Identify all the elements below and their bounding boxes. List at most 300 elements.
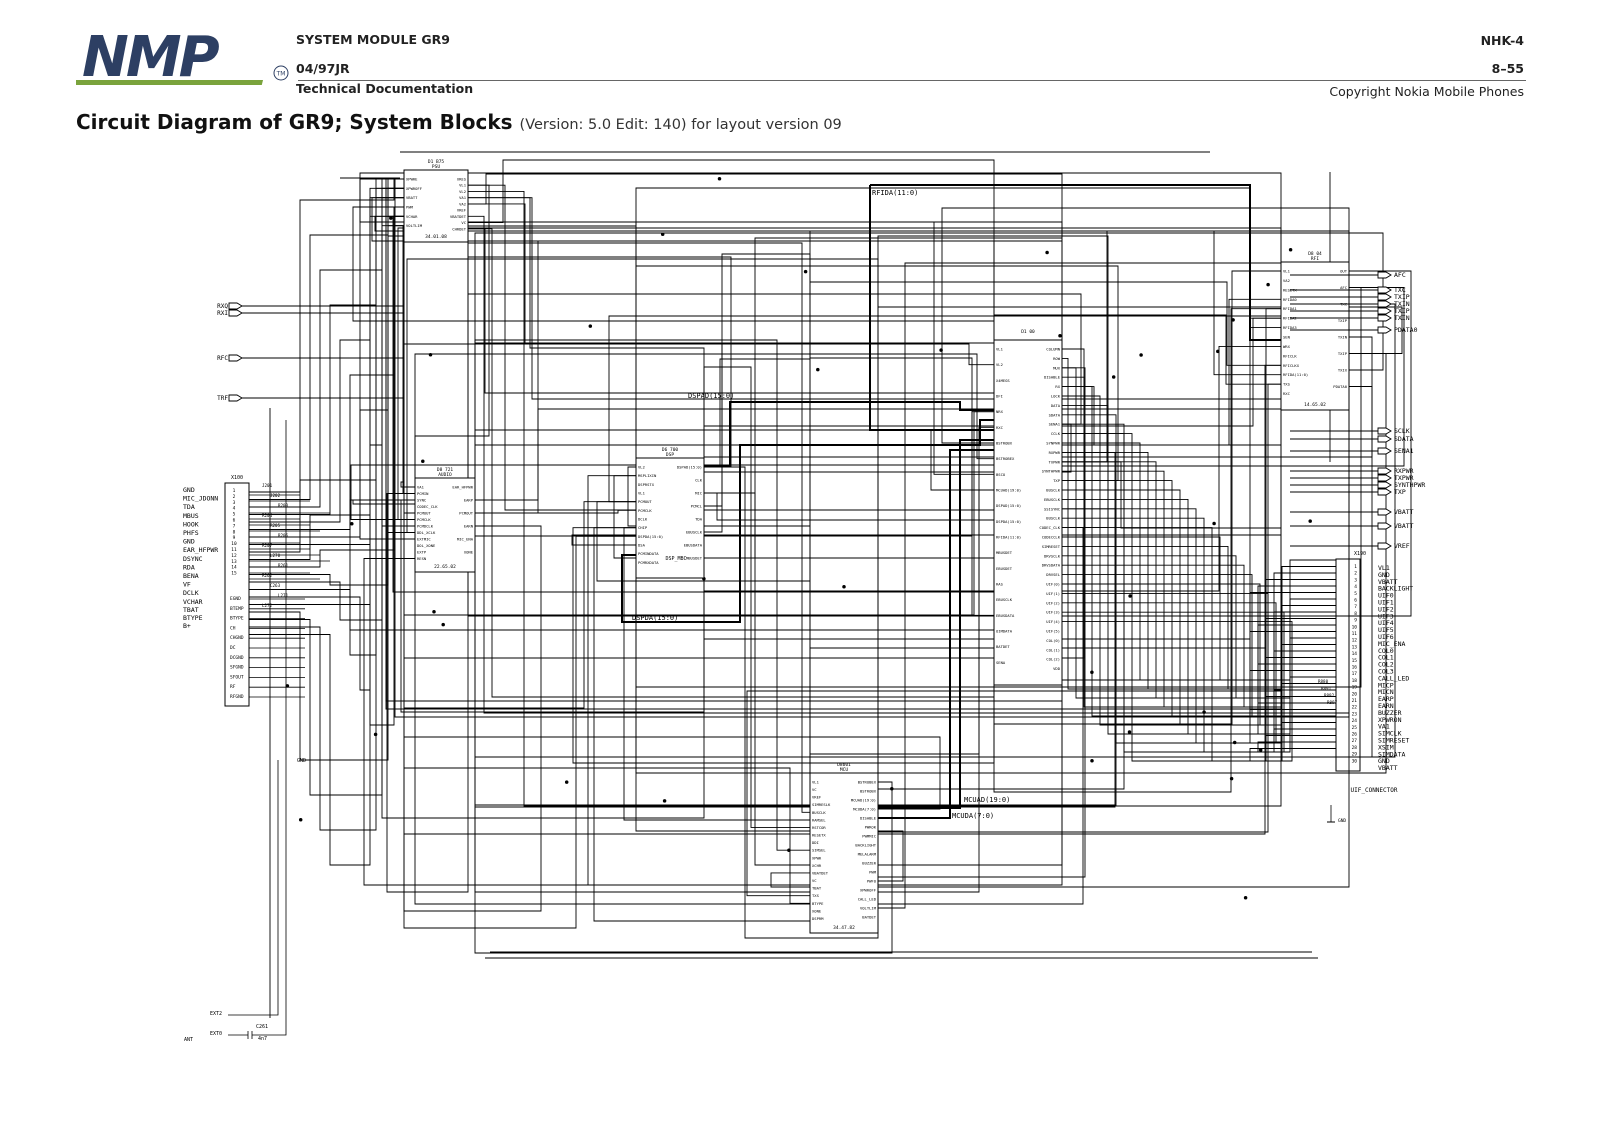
pin-label: CODEC_CLK [1039, 525, 1060, 531]
junction-dot [1309, 520, 1312, 523]
pin-label: TXPWR [1048, 459, 1060, 465]
pin-label: TBAT [812, 885, 822, 891]
junction-dot [1244, 897, 1247, 900]
pin-label: EBUSDET [996, 565, 1013, 571]
block-ref: D1 00 [1021, 330, 1035, 335]
port-label: PDATA0 [1394, 326, 1418, 334]
pin-label: SIMSEL [812, 847, 826, 853]
pin-label: X4MEGS [996, 377, 1010, 383]
connector-signal-label: TBAT [183, 606, 199, 614]
pin-label: PCMDCLK [417, 523, 434, 529]
connector-component-label: J202 [270, 493, 281, 498]
pin-label: CHRDET [452, 226, 466, 232]
pin-label: PWM [406, 204, 413, 210]
gnd-label: GND [1338, 819, 1347, 824]
pin-label: BUZZER [862, 860, 876, 866]
port-label: RXI [217, 310, 228, 317]
junction-dot [661, 233, 664, 236]
pin-label: VA2 [1283, 277, 1290, 283]
pin-label: UIF(2) [1046, 600, 1060, 606]
pin-label: DDI [812, 840, 819, 846]
pin-label: VL1 [459, 182, 466, 188]
port-label: TXPWR [1394, 474, 1414, 482]
junction-dot [1232, 319, 1235, 322]
connector-signal-label: HOOK [183, 520, 199, 529]
junction-dot [565, 781, 568, 784]
port-label: TXIN [1394, 300, 1410, 308]
pin-label: VC [812, 878, 817, 884]
pin-label: BTYPE [812, 900, 824, 906]
pin-label: EAR_HFPWR [452, 484, 473, 490]
pin-label: SYNTHPWR [1041, 468, 1060, 474]
connector-signal-label: DCLK [183, 589, 199, 598]
pin-label: PCMOUT [459, 510, 473, 516]
misc-label: GND [297, 758, 307, 764]
connector-pin-number: 6 [232, 518, 236, 524]
pin-label: RFIDA3 [1283, 325, 1297, 331]
block-name: PSU [431, 165, 441, 170]
junction-dot [1267, 283, 1270, 286]
connector-signal-label: GND [1378, 570, 1390, 579]
pin-label: CCLK [1050, 431, 1060, 437]
port-label: TXIP [1394, 293, 1410, 301]
connector-signal-label: MIC_JDONN [183, 494, 219, 503]
connector-pin-number: 30 [1351, 759, 1357, 765]
port-label: SCLK [1394, 427, 1410, 435]
pin-label: BUSCLK [1046, 487, 1060, 493]
document-type: Technical Documentation [296, 81, 474, 96]
pin-label: VBATDET [449, 213, 466, 219]
pin-label: VL1 [812, 779, 819, 785]
port-vref [1290, 542, 1410, 550]
pin-label: EBUSCLK [1043, 496, 1060, 502]
junction-dot [1217, 350, 1220, 353]
pin-label: PCMOUT [638, 499, 652, 505]
junction-dot [589, 325, 592, 328]
pin-label: CODECCLK [1041, 534, 1060, 540]
pin-label: RESETX [812, 832, 826, 838]
pin-label: BSTROBEX [857, 779, 876, 785]
connector-pin-number: 3 [232, 500, 236, 506]
block-sysasic [994, 329, 1062, 685]
pin-label: DSA [638, 542, 645, 548]
junction-dot [390, 217, 393, 220]
connector-signal-label: CALL_LED [1378, 674, 1410, 683]
pin-label: DSPRM [812, 915, 824, 921]
connector-signal-label: SIMDATA [1378, 750, 1406, 759]
junction-dot [891, 787, 894, 790]
pin-label: MUX [1053, 365, 1060, 371]
misc-label: EXT0 [210, 1031, 223, 1037]
pin-label: MIC [695, 490, 702, 496]
connector-pin-number: 21 [1351, 699, 1357, 704]
connector-pin-number: 18 [1351, 678, 1357, 684]
port-sdata [1290, 435, 1414, 443]
connector-signal-label: EARP [1378, 695, 1394, 704]
connector-component-label: R205 [270, 523, 281, 528]
junction-dot [843, 586, 846, 589]
pin-label: PCMCLK [638, 507, 652, 513]
block-ref: D8 721 [436, 468, 454, 473]
copyright-notice: Copyright Nokia Mobile Phones [1329, 84, 1524, 99]
pin-label: RFIDA(11:0) [1283, 372, 1309, 378]
pin-label: TXS [812, 893, 819, 899]
pin-label: MCUDA(7:0) [853, 806, 876, 812]
connector-pin-number: 15 [231, 571, 237, 577]
junction-dot [1091, 671, 1094, 674]
connector-component-label: J201 [262, 483, 273, 488]
pin-label: PCMINDATA [638, 551, 659, 557]
connector-body [225, 483, 249, 706]
junction-dot [1091, 760, 1094, 763]
pin-label: LOCK [1050, 393, 1060, 399]
junction-dot [374, 733, 377, 736]
junction-dot [433, 611, 436, 614]
connector-pin-number: 11 [1351, 632, 1357, 637]
connector-pin-number: 9 [232, 536, 236, 542]
connector-pin-number: 7 [232, 524, 236, 530]
port-vbatt [1290, 522, 1414, 530]
connector-pad-label: CHGND [230, 636, 244, 642]
connector-signal-label: VL1 [1378, 564, 1390, 572]
pin-label: OUT [1340, 268, 1347, 274]
pin-label: RXC [996, 424, 1003, 430]
connector-signal-label: BENA [183, 572, 199, 580]
connector-component-label: R206 [278, 533, 289, 538]
pin-label: MIC_ENA [456, 536, 473, 542]
pin-label: SENA1 [1048, 421, 1060, 427]
connector-pin-number: 9 [1354, 618, 1357, 624]
bus-label: DSPDA(15:0) [632, 614, 679, 622]
connector-pin-number: 6 [1354, 598, 1357, 604]
pin-label: DSPDA(15:0) [996, 518, 1022, 524]
port-label: TXIN [1394, 314, 1410, 322]
pin-label: BATDET [996, 644, 1010, 650]
connector-signal-label: B+ [183, 622, 191, 630]
junction-dot [442, 623, 445, 626]
pin-label: TXP [1053, 478, 1060, 484]
pin-label: DRVSDATA [1041, 562, 1060, 568]
misc-label: C261 [256, 1024, 269, 1030]
pin-label: DDL_XCLK [417, 530, 436, 535]
pin-label: XCHR [812, 862, 822, 868]
pin-label: DSPRSTX [638, 481, 655, 487]
connector-pin-number: 14 [1351, 652, 1357, 658]
misc-label: 4n7 [258, 1036, 268, 1042]
pin-label: SEN [1283, 334, 1290, 340]
connector-signal-label: PHFS [183, 529, 199, 537]
connector-pin-number: 7 [1354, 605, 1357, 611]
pin-label: VDD [1053, 666, 1060, 672]
title-main: Circuit Diagram of GR9; System Blocks [76, 110, 513, 134]
pin-label: RFIDA2 [1283, 315, 1297, 321]
pin-label: DCLK [638, 516, 648, 522]
pin-label: RESETX [1283, 287, 1297, 293]
junction-dot [1128, 731, 1131, 734]
pin-label: TDA [695, 516, 702, 522]
connector-pin-number: 25 [1351, 725, 1357, 731]
pin-label: VA1 [417, 484, 424, 490]
connector-signal-label: SIMCLK [1378, 729, 1402, 738]
connector-pin-number: 14 [231, 565, 237, 571]
pin-label: RAMSEL [812, 817, 826, 823]
trademark-mark: TM [276, 70, 286, 78]
block-psu [404, 159, 468, 242]
block-name: RFI [1310, 257, 1320, 262]
connector-signal-label: VBATT [1378, 764, 1398, 773]
connector-signal-label: VA1 [1378, 722, 1390, 731]
connector-component-label: R203 [278, 503, 289, 508]
pin-label: BSCO [996, 471, 1006, 477]
connector-signal-label: EAR_HFPWR [183, 546, 219, 555]
pin-label: RXC [1283, 391, 1290, 397]
port-label: RXPWR [1394, 467, 1414, 475]
connector-signal-label: UIF2 [1378, 605, 1394, 614]
page-number: 8–55 [1491, 61, 1524, 76]
logo-wordmark: NMP [82, 28, 217, 86]
pin-label: RX [1055, 384, 1060, 390]
junction-dot [1233, 741, 1236, 744]
connector-signal-label: UIF6 [1378, 633, 1394, 641]
junction-dot [299, 819, 302, 822]
connector-pad-label: DC [230, 646, 236, 651]
connector-signal-label: COL1 [1378, 653, 1394, 662]
pin-label: PWROK [864, 824, 876, 830]
pin-label: BSTROBX [859, 788, 876, 794]
connector-signal-label: MIC_ENA [1378, 639, 1406, 648]
pin-label: RFIDA(11:0) [996, 534, 1022, 540]
connector-pin-number: 29 [1351, 752, 1357, 758]
junction-dot [804, 270, 807, 273]
pin-label: OIMDATA [996, 628, 1013, 634]
pin-label: PCMRXDATA [638, 559, 659, 565]
pin-label: PCMIN [417, 491, 429, 496]
pin-label: EXTMIC [417, 536, 431, 542]
block-mcu [810, 762, 878, 933]
pin-label: SENA [996, 659, 1006, 665]
pin-label: EXTP [417, 549, 427, 555]
port-sena1 [1290, 447, 1414, 455]
pin-label: RFICLK [1283, 353, 1297, 359]
block-ref: D8 04 [1308, 252, 1322, 257]
pin-label: XPWROFF [859, 887, 876, 893]
port-label: VBATT [1394, 508, 1414, 516]
connector-pin-number: 1 [232, 489, 236, 494]
junction-dot [422, 460, 425, 463]
connector-pad-label: SFGND [230, 665, 244, 671]
pin-label: RFIDA1 [1283, 306, 1297, 312]
junction-dot [663, 800, 666, 803]
connector-component-label: C263 [270, 583, 281, 588]
pin-label: VCHAR [406, 213, 418, 219]
bus-label: MCUAD(19:0) [964, 796, 1011, 804]
pin-label: VC [812, 787, 817, 793]
pin-label: WRX [1283, 343, 1290, 349]
port-label: TXIP [1394, 307, 1410, 315]
connector-ref: X100 [230, 475, 244, 481]
pin-label: BSTROBEX [996, 456, 1015, 462]
connector-pin-number: 12 [231, 553, 237, 559]
pin-label: VL2 [638, 464, 645, 470]
block-audio [415, 467, 475, 572]
connector-pin-number: 20 [1351, 692, 1357, 698]
pin-label: VBATT [406, 195, 418, 201]
pin-label: UIF(5) [1046, 628, 1060, 634]
pin-label: DSPAD(15:0) [676, 464, 702, 470]
connector-component-label: L270 [270, 553, 281, 558]
connector-pin-number: 19 [1351, 685, 1357, 691]
connector-pin-number: 24 [1351, 719, 1357, 725]
connector-signal-label: TDA [183, 503, 195, 512]
pin-label: VL1 [1283, 268, 1290, 274]
block-ref: D8601 [837, 763, 851, 768]
connector-pin-number: 10 [231, 542, 237, 548]
junction-dot [817, 368, 820, 371]
connector-pin-number: 2 [232, 494, 236, 500]
pin-label: VOLTLIM [406, 223, 423, 229]
connector-pin-number: 8 [232, 530, 236, 536]
port-sclk [1290, 427, 1410, 435]
connector-signal-label: MBUS [183, 511, 199, 520]
pin-label: EBUSCLK [685, 529, 702, 535]
bus-label: RFIDA(11:0) [872, 189, 919, 197]
pin-label: MELALARM [857, 851, 876, 857]
block-ref: D6 700 [661, 448, 679, 453]
connector-signal-label: BTYPE [183, 614, 203, 622]
connector-signal-label: VF [183, 580, 191, 589]
connector-pin-number: 5 [232, 512, 236, 518]
connector-signal-label: VCHAR [183, 597, 203, 606]
connector-signal-label: COL3 [1378, 667, 1394, 676]
connector-layer [183, 475, 1413, 824]
connector-signal-label: MICP [1378, 681, 1394, 690]
junction-dot [1203, 711, 1206, 714]
pin-label: VOLTLIM [859, 905, 876, 911]
port-label: RFC [217, 355, 228, 362]
pin-label: AFC [1340, 285, 1347, 290]
connector-signal-label: RDA [183, 563, 195, 572]
pin-label: SYNC [417, 497, 427, 503]
pin-label: MBUSDET [685, 555, 702, 561]
junction-dot [788, 849, 791, 852]
pin-label: TXC [1340, 301, 1347, 307]
connector-pin-number: 26 [1351, 732, 1357, 738]
junction-dot [1059, 334, 1062, 337]
connector-signal-label: UIF1 [1378, 598, 1394, 607]
connector-pad-label: SFOUT [230, 675, 244, 681]
connector-signal-label: XPWRON [1378, 715, 1402, 724]
pin-label: RSTCOR [812, 824, 826, 830]
pin-label: VREF [812, 794, 822, 800]
pin-label: MCUAD(19:0) [850, 797, 876, 803]
pin-label: TXIN [1337, 334, 1347, 340]
block-inner-name: DSP_MBC [665, 556, 687, 562]
connector-signal-label: MICN [1378, 688, 1394, 697]
pin-label: PCMCLK [417, 517, 431, 522]
pin-label: EARN [463, 523, 473, 529]
pin-label: DSPAD(15:0) [996, 503, 1022, 509]
block-ref: D1 B75 [427, 160, 445, 165]
pin-label: DRVSEL [1046, 572, 1060, 578]
pin-label: BACKLIGHT [855, 842, 876, 848]
connector-component-label: L271 [278, 593, 289, 598]
right-connector [1318, 551, 1413, 824]
junction-dot [1289, 248, 1292, 251]
connector-pin-number: 4 [232, 506, 236, 512]
pin-label: RAS [996, 581, 1003, 587]
connector-pin-number: 4 [1354, 585, 1357, 591]
pin-label: SYNPWR [1046, 440, 1060, 446]
left-connector [183, 475, 330, 706]
pin-label: COLUMN [1046, 346, 1060, 352]
block-dsp [636, 447, 704, 578]
pin-label: UIF(0) [1046, 581, 1060, 587]
connector-signal-label: UIF5 [1378, 626, 1394, 635]
port-txp [1290, 488, 1406, 496]
pin-label: MCUAD(19:0) [996, 487, 1022, 493]
pin-label: EBUSCLK [996, 597, 1013, 603]
junction-dot [1046, 251, 1049, 254]
junction-dot [351, 522, 354, 525]
connector-signal-label: GND [183, 537, 195, 546]
port-label: TRF [217, 395, 228, 402]
connector-pin-number: 8 [1354, 611, 1357, 617]
pin-label: DSPDA(15:0) [638, 533, 664, 539]
pin-label: SIMRESLK [812, 802, 831, 808]
connector-pin-number: 11 [231, 548, 237, 553]
connector-pad-label: CH [230, 626, 236, 632]
pin-label: BATDET [862, 914, 876, 920]
connector-pin-number: 16 [1351, 665, 1357, 671]
connector-signal-label: COL2 [1378, 660, 1394, 669]
block-part-number: 34.47.82 [833, 926, 855, 931]
pin-label: RXPWR [1048, 449, 1060, 455]
misc-label: ANT [184, 1037, 194, 1043]
pin-label: SSISYNC [1043, 506, 1060, 512]
port-label: RXQ [217, 303, 228, 310]
pin-label: UIF(1) [1046, 590, 1060, 596]
pin-label: BUSCLK [812, 809, 826, 815]
connector-component-label: R897 [1327, 700, 1338, 705]
pin-label: SIMRESET [1041, 543, 1060, 549]
connector-pad-label: BTEMP [230, 606, 244, 612]
connector-pin-number: 10 [1351, 625, 1357, 631]
connector-pin-number: 3 [1354, 578, 1357, 584]
connector-pad-label: RFGND [230, 695, 244, 700]
connector-pin-number: 13 [231, 559, 237, 565]
pin-label: RFICLKX [1283, 362, 1300, 368]
bus-network [622, 185, 1281, 818]
pin-label: BUSCLK [1046, 515, 1060, 521]
connector-name: UIF_CONNECTOR [1350, 787, 1398, 794]
product-code: NHK-4 [1480, 33, 1524, 48]
junction-dot [1140, 354, 1143, 357]
connector-pad-label: DCGND [230, 655, 244, 661]
pin-label: VL2 [459, 188, 466, 194]
pin-label: XONE [812, 908, 822, 914]
connector-pin-number: 2 [1354, 571, 1357, 577]
pin-label: COL(1) [1046, 647, 1060, 653]
port-label: VBATT [1394, 522, 1414, 530]
pin-label: MSPLIXIN [638, 473, 657, 479]
junction-dot [1259, 749, 1262, 752]
pin-label: DOL_XONE [417, 543, 436, 548]
block-part-number: 14.65.02 [1304, 403, 1326, 408]
connector-signal-label: BACKLIGHT [1378, 584, 1414, 593]
pin-label: VBATDET [812, 870, 829, 876]
pin-label: RESN [417, 556, 427, 561]
port-label: TXP [1394, 488, 1406, 496]
